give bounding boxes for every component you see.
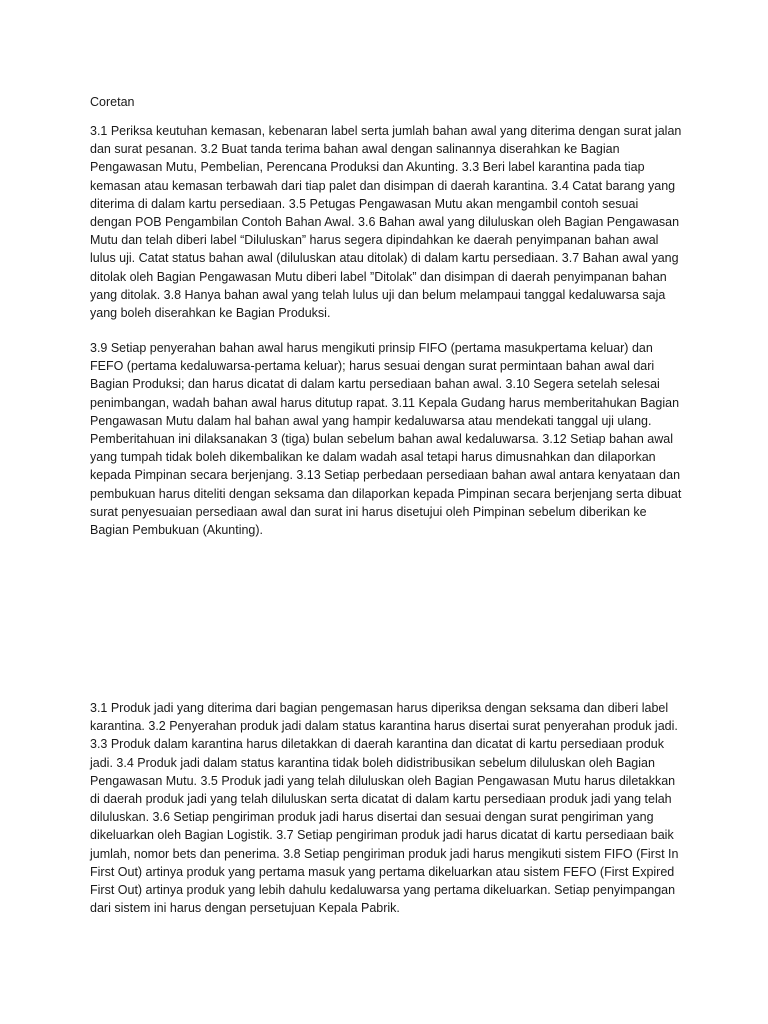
paragraph-bahan-awal-penerimaan: 3.1 Periksa keutuhan kemasan, kebenaran label serta jumlah bahan awal yang diterima dengan surat jalan dan surat pesanan. 3.2 Buat tanda terima bahan awal dengan salinannya diserahkan ke Bagian Pengawasan Mutu, Pembelian, Perencana Produksi dan Akunting. 3.3 Beri label karantina pada tiap kemasan atau kemasan terbawah dari tiap palet dan disimpan di daerah karantina. 3.4 Catat barang yang diterima di dalam kartu persediaan. 3.5 Petugas Pengawasan Mutu akan mengambil contoh sesuai dengan POB Pengambilan Contoh Bahan Awal. 3.6 Bahan awal yang diluluskan oleh Bagian Pengawasan Mutu dan telah diberi label “Diluluskan” harus segera dipindahkan ke daerah penyimpanan bahan awal lulus uji. Catat status bahan awal (diluluskan atau ditolak) di dalam kartu persediaan. 3.7 Bahan awal yang ditolak oleh Bagian Pengawasan Mutu diberi label ”Ditolak” dan disimpan di daerah penyimpanan bahan yang ditolak. 3.8 Hanya bahan awal yang telah lulus uji dan belum melampaui tanggal kedaluwarsa saja yang boleh diserahkan ke Bagian Produksi. (90, 124, 682, 321)
paragraph-bahan-awal-penyerahan: 3.9 Setiap penyerahan bahan awal harus mengikuti prinsip FIFO (pertama masukpertama keluar) dan FEFO (pertama kedaluwarsa-pertama keluar); harus sesuai dengan surat permintaan bahan awal dari Bagian Produksi; dan harus dicatat di dalam kartu persediaan bahan awal. 3.10 Segera setelah selesai penimbangan, wadah bahan awal harus ditutup rapat. 3.11 Kepala Gudang harus memberitahukan Bagian Pengawasan Mutu dalam hal bahan awal yang hampir kedaluwarsa atau mendekati tanggal uji ulang. Pemberitahuan ini dilaksanakan 3 (tiga) bulan sebelum bahan awal kedaluwarsa. 3.12 Setiap bahan awal yang tumpah tidak boleh dikembalikan ke dalam wadah asal tetapi harus dimusnahkan dan dilaporkan kepada Pimpinan secara berjenjang. 3.13 Setiap perbedaan persediaan bahan awal antara kenyataan dan pembukuan harus diteliti dengan seksama dan dilaporkan kepada Pimpinan secara berjenjang serta dibuat surat penyesuaian persediaan awal dan surat ini harus disetujui oleh Pimpinan sebelum diberikan ke Bagian Pembukuan (Akunting). (90, 341, 682, 538)
paragraph-produk-jadi: 3.1 Produk jadi yang diterima dari bagian pengemasan harus diperiksa dengan seksama dan diberi label karantina. 3.2 Penyerahan produk jadi dalam status karantina harus disertai surat penyerahan produk jadi. 3.3 Produk dalam karantina harus diletakkan di daerah karantina dan dicatat di kartu persediaan produk jadi. 3.4 Produk jadi dalam status karantina tidak boleh didistribusikan sebelum diluluskan oleh Bagian Pengawasan Mutu. 3.5 Produk jadi yang telah diluluskan oleh Bagian Pengawasan Mutu harus diletakkan di daerah produk jadi yang telah diluluskan serta dicatat di dalam kartu persediaan produk jadi yang telah diluluskan. 3.6 Setiap pengiriman produk jadi harus disertai dan sesuai dengan surat pengiriman yang dikeluarkan oleh Bagian Logistik. 3.7 Setiap pengiriman produk jadi harus dicatat di kartu persediaan baik jumlah, nomor bets dan penerima. 3.8 Setiap pengiriman produk jadi harus mengikuti sistem FIFO (First In First Out) artinya produk yang pertama masuk yang pertama dikeluarkan atau sistem FEFO (First Expired First Out) artinya produk yang lebih dahulu kedaluwarsa yang pertama dikeluarkan. Setiap penyimpangan dari sistem ini harus dengan persetujuan Kepala Pabrik. (90, 701, 679, 916)
document-heading: Coretan (90, 95, 135, 109)
